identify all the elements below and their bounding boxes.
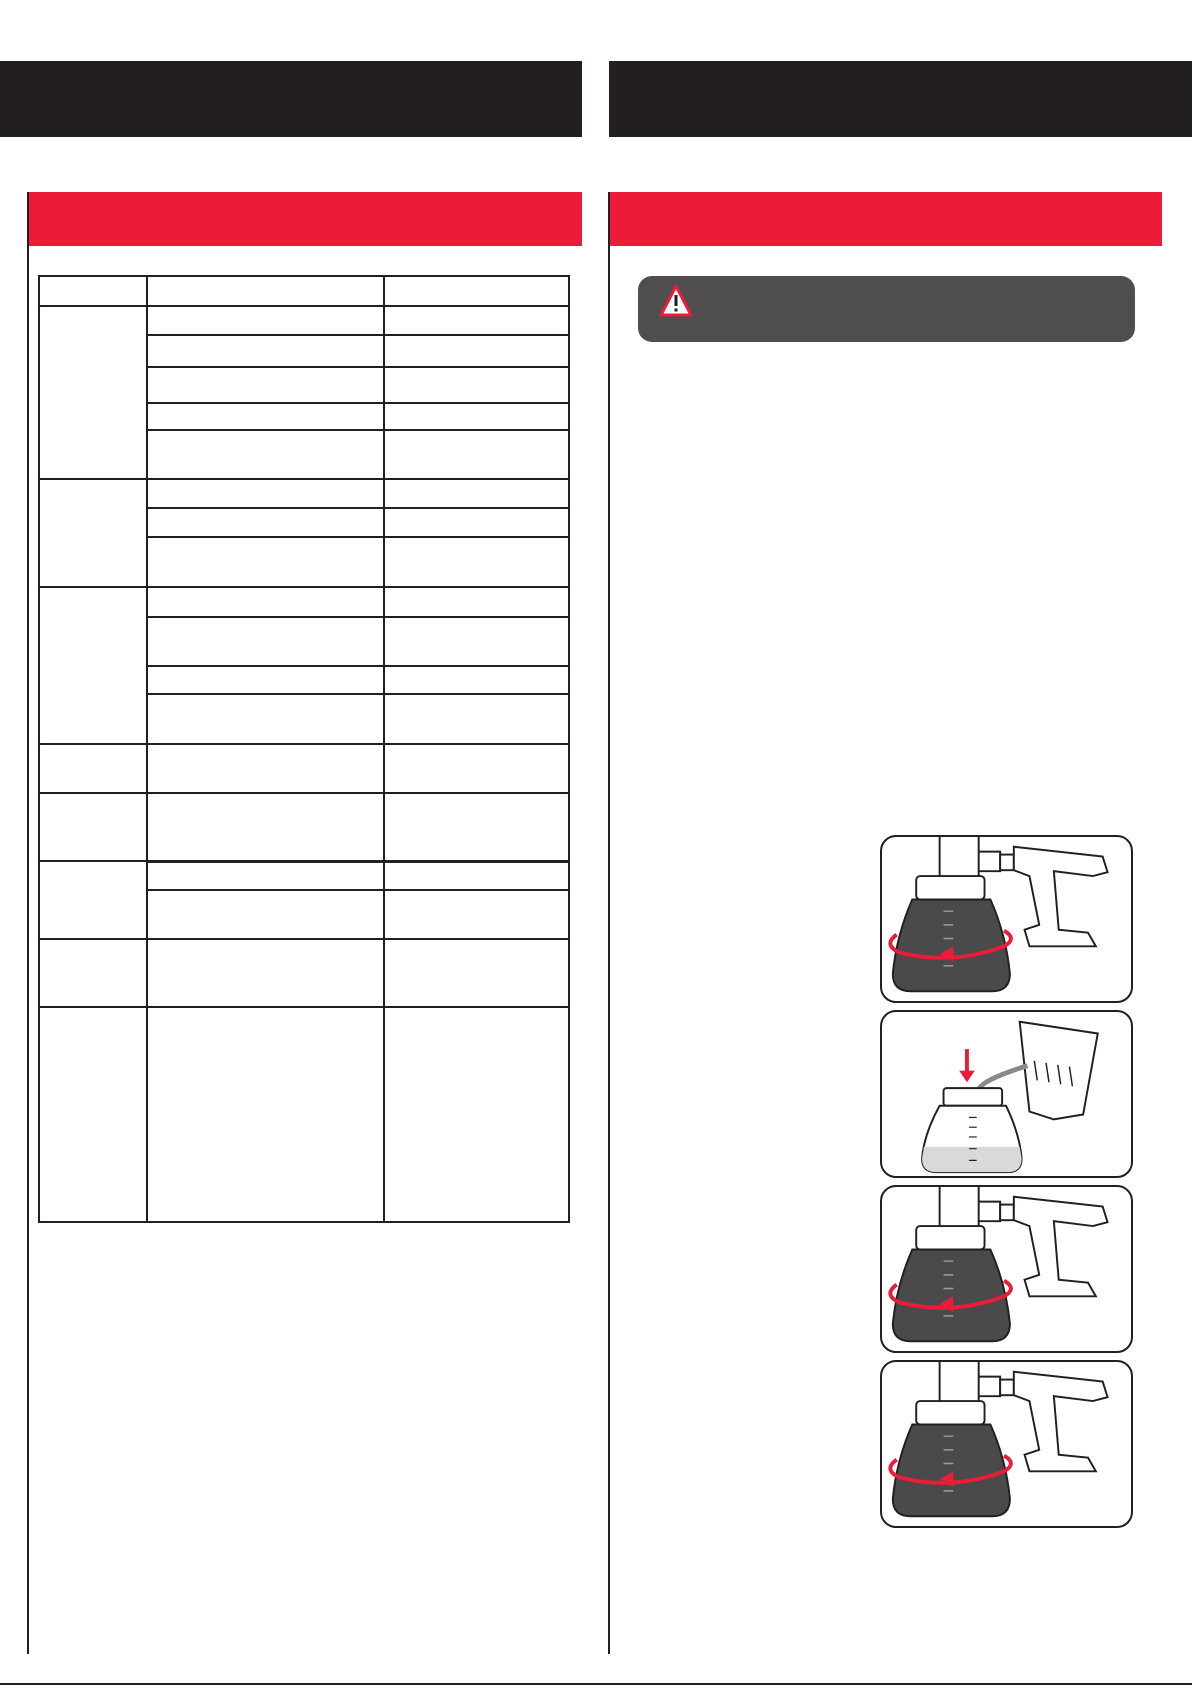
left-column-rule (27, 192, 29, 1654)
section-heading-right (609, 192, 1162, 246)
right-column-rule (608, 192, 610, 1654)
table-subrow-divider (146, 507, 568, 509)
tighten-container-illustration (880, 1360, 1133, 1528)
table-row-divider (40, 586, 568, 588)
pour-paint-illustration (880, 1010, 1133, 1178)
header-bar-left (0, 61, 582, 137)
table-row-divider (40, 1006, 568, 1008)
table-subrow-divider (146, 889, 568, 891)
table-row-divider (40, 792, 568, 794)
remove-container-illustration (880, 835, 1133, 1003)
down-arrow-icon (959, 1049, 975, 1082)
table-col-divider (146, 277, 148, 1221)
warning-triangle-icon (659, 284, 693, 318)
section-heading-left (28, 192, 582, 246)
table-subrow-divider (146, 665, 568, 667)
table-col-divider (383, 277, 385, 1221)
table-subrow-divider (146, 366, 568, 368)
warning-banner (638, 276, 1135, 342)
table-row-divider (40, 743, 568, 745)
table-subrow-divider (146, 616, 568, 618)
specification-table (38, 275, 570, 1223)
table-subrow-divider (146, 334, 568, 336)
header-bar-right (609, 61, 1192, 137)
table-subrow-divider (146, 402, 568, 404)
table-subrow-divider (146, 429, 568, 431)
table-subrow-divider (146, 536, 568, 538)
table-row-divider (40, 938, 568, 940)
table-subrow-divider (146, 693, 568, 695)
table-row-divider (40, 478, 568, 480)
table-row-divider (40, 305, 568, 307)
attach-container-illustration (880, 1185, 1133, 1353)
table-subrow-divider (146, 861, 568, 863)
